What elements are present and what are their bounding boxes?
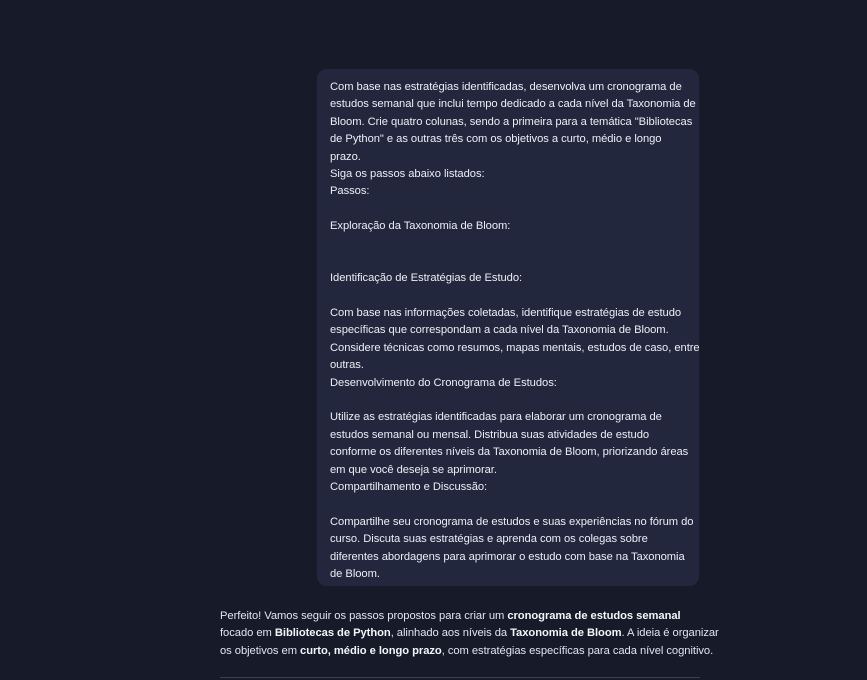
- user-message-line: Compartilhamento e Discussão:: [330, 480, 488, 493]
- user-message-bubble: [317, 69, 699, 586]
- user-message-line: prazo.: [330, 150, 361, 163]
- assistant-message: [220, 608, 719, 660]
- user-message-line: diferentes abordagens para aprimorar o estudo com base na Taxonomia: [330, 550, 685, 563]
- user-message-blank-line: [330, 288, 687, 305]
- assistant-bold-text: cronograma de estudos semanal: [507, 610, 681, 622]
- assistant-message-line: [220, 625, 719, 642]
- user-message-line: Bloom. Crie quatro colunas, sendo a primeira para a temática "Bibliotecas: [330, 115, 693, 128]
- user-message-blank-line: [330, 253, 687, 270]
- user-message-line: de Python" e as outras três com os objetivos a curto, médio e longo: [330, 133, 662, 146]
- user-message-line: outras.: [330, 359, 364, 372]
- user-message-line: estudos semanal ou mensal. Distribua suas atividades de estudo: [330, 428, 650, 441]
- assistant-bold-text: curto, médio e longo prazo: [300, 644, 442, 657]
- content-divider: [220, 677, 700, 678]
- assistant-text: os objetivos em: [220, 644, 301, 657]
- user-message-line: Exploração da Taxonomia de Bloom:: [330, 220, 511, 233]
- assistant-message-line: [220, 643, 714, 660]
- assistant-bold-text: Taxonomia de Bloom: [510, 627, 622, 640]
- assistant-text: focado em: [220, 627, 275, 640]
- user-message-line: estudos semanal que inclui tempo dedicado a cada nível da Taxonomia de: [330, 98, 696, 111]
- user-message-line: curso. Discuta suas estratégias e aprenda com os colegas sobre: [330, 533, 648, 546]
- user-message-line: em que você deseja se aprimorar.: [330, 463, 497, 476]
- assistant-text: , com estratégias específicas para cada nível cognitivo.: [441, 644, 714, 657]
- user-message-line: Considere técnicas como resumos, mapas mentais, estudos de caso, entre: [330, 341, 700, 354]
- user-message-line: Identificação de Estratégias de Estudo:: [330, 272, 523, 285]
- user-message-blank-line: [330, 392, 687, 409]
- user-message-line: específicas que correspondam a cada nível da Taxonomia de Bloom.: [330, 324, 669, 337]
- user-message-line: Com base nas informações coletadas, identifique estratégias de estudo: [330, 307, 682, 320]
- assistant-bold-text: Bibliotecas de Python: [274, 627, 391, 640]
- user-message-blank-line: [330, 236, 687, 253]
- user-message-line: Com base nas estratégias identificadas, desenvolva um cronograma de: [330, 81, 682, 93]
- assistant-text: , alinhado aos níveis da: [390, 627, 511, 640]
- user-message-line: de Bloom.: [330, 567, 380, 580]
- user-message-blank-line: [330, 201, 687, 218]
- assistant-message-line: [220, 608, 702, 625]
- user-message-line: Passos:: [330, 185, 370, 198]
- assistant-text: Perfeito! Vamos seguir os passos propostos para criar um: [220, 610, 508, 622]
- assistant-text: . A ideia é organizar: [621, 627, 719, 640]
- user-message-blank-line: [330, 496, 687, 513]
- user-message-line: Compartilhe seu cronograma de estudos e suas experiências no fórum do: [330, 515, 694, 528]
- user-message-line: conforme os diferentes níveis da Taxonomia de Bloom, priorizando áreas: [330, 446, 689, 459]
- user-message-line: Desenvolvimento do Cronograma de Estudos:: [330, 376, 557, 389]
- user-message-line: Siga os passos abaixo listados:: [330, 167, 485, 180]
- user-message-line: Utilize as estratégias identificadas para elaborar um cronograma de: [330, 411, 662, 424]
